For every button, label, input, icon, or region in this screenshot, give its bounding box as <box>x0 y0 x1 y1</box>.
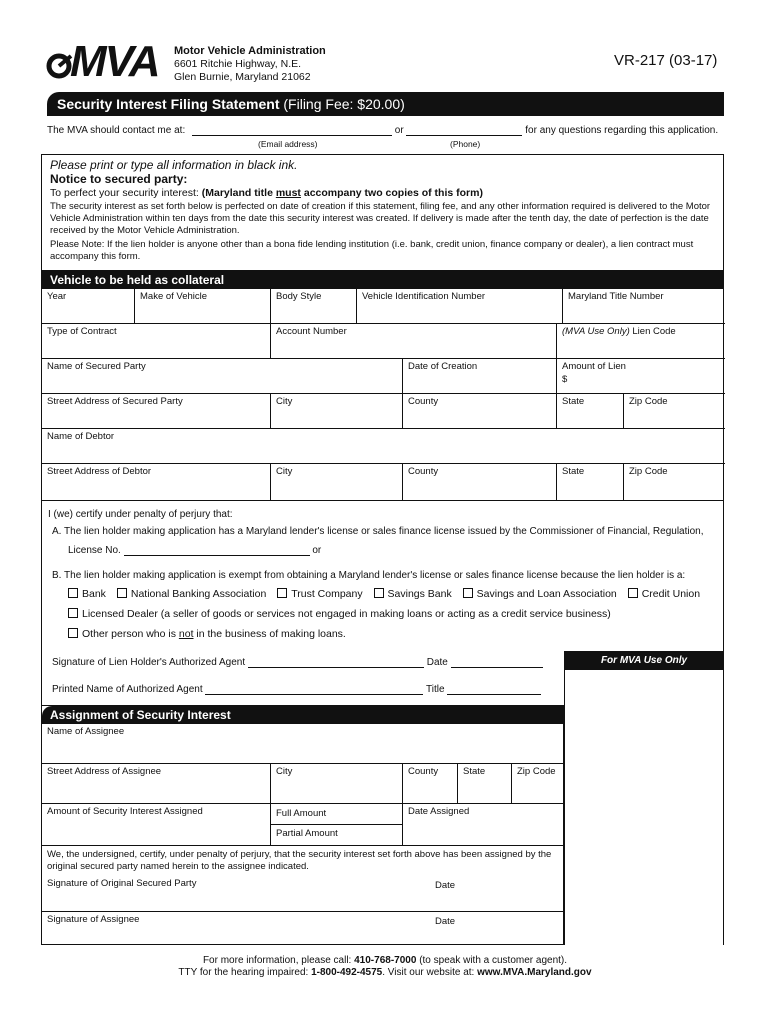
vehicle-row-5 <box>42 429 725 464</box>
footer <box>0 955 770 979</box>
lien-code-field <box>556 324 725 358</box>
assignee-city-field[interactable]: City <box>270 764 402 803</box>
assignee-row-5 <box>42 912 563 944</box>
title-number-field[interactable]: Maryland Title Number <box>562 289 725 323</box>
vehicle-row-6 <box>42 464 725 500</box>
form-title: Security Interest Filing Statement <box>57 96 280 112</box>
form-number: VR-217 (03-17) <box>614 52 718 69</box>
assignee-row-4 <box>42 876 563 912</box>
mva-logo-text: MVA <box>70 37 159 86</box>
lien-date-label: Date <box>426 657 448 668</box>
printed-name-label: Printed Name of Authorized Agent <box>52 684 203 695</box>
option-dealer[interactable] <box>68 608 611 620</box>
lien-signature-line <box>52 657 543 668</box>
lien-date-field[interactable] <box>451 667 543 668</box>
option-trust-company[interactable] <box>277 588 362 600</box>
option-savings-bank[interactable] <box>374 588 452 600</box>
footer-info-suffix: (to speak with a customer agent). <box>419 955 568 966</box>
assignment-section-title: Assignment of Security Interest <box>42 706 563 724</box>
secured-county-field[interactable]: County <box>402 394 556 428</box>
perfect-bold-a: (Maryland title <box>201 187 273 199</box>
debtor-state-field[interactable]: State <box>556 464 623 500</box>
partial-amount-field[interactable]: Partial Amount <box>276 828 338 839</box>
contact-suffix: for any questions regarding this application. <box>525 125 719 136</box>
amount-assigned-label: Amount of Security Interest Assigned <box>47 806 203 817</box>
secured-state-field[interactable]: State <box>556 394 623 428</box>
option-national-bank[interactable] <box>117 588 266 600</box>
debtor-name-field[interactable]: Name of Debtor <box>47 431 115 442</box>
assignee-row-3 <box>42 804 563 846</box>
perfect-must: must <box>275 187 301 199</box>
contact-line <box>47 125 718 136</box>
dollar-sign: $ <box>562 374 568 385</box>
mva-use-only-box <box>564 651 724 945</box>
email-caption: (Email address) <box>258 139 318 149</box>
date-assigned-field[interactable]: Date Assigned <box>402 804 563 845</box>
perfection-paragraph: The security interest as set forth below is perfected on date of creation if this statement, filing fee, and any other information required is delivered to the Motor Vehicle Administration within ten days from the date this security interest was created. If delivery is made after the tenth day, the date of perfection is the date received by the Motor Vehicle Administration. <box>50 201 711 236</box>
perfect-bold-b: accompany two copies of this form) <box>303 187 483 199</box>
amount-options <box>270 804 402 845</box>
option-credit-union[interactable] <box>628 588 700 600</box>
footer-info-line <box>0 955 770 967</box>
amount-lien-field[interactable] <box>556 359 725 393</box>
form-title-bar <box>47 92 724 116</box>
assignment-certify-text: We, the undersigned, certify, under penalty of perjury, that the security interest set forth above has been assigned by the original secured party named herein to the assignee indicated. <box>47 849 552 872</box>
filing-fee: (Filing Fee: $20.00) <box>283 96 405 112</box>
account-number-field[interactable]: Account Number <box>270 324 556 358</box>
year-field[interactable]: Year <box>47 291 67 302</box>
footer-phone[interactable]: 410-768-7000 <box>354 955 417 966</box>
debtor-county-field[interactable]: County <box>402 464 556 500</box>
agency-address-1: 6601 Ritchie Highway, N.E. <box>174 58 302 70</box>
vehicle-row-3 <box>42 359 725 394</box>
footer-tty-prefix: TTY for the hearing impaired: <box>178 967 309 978</box>
option-bank[interactable] <box>68 588 106 600</box>
option-other[interactable] <box>68 628 346 640</box>
assignee-signature-field[interactable]: Signature of Assignee <box>47 914 140 925</box>
body-style-field[interactable]: Body Style <box>270 289 356 323</box>
debtor-street-field[interactable]: Street Address of Debtor <box>47 466 152 477</box>
assignee-county-field[interactable]: County <box>402 764 457 803</box>
national-bank-checkbox[interactable] <box>117 588 127 598</box>
credit-union-checkbox[interactable] <box>628 588 638 598</box>
lien-code-label: Lien Code <box>632 326 676 337</box>
bank-label: Bank <box>82 588 106 600</box>
assignee-row-2 <box>42 764 563 804</box>
debtor-city-field[interactable]: City <box>270 464 402 500</box>
savings-loan-label: Savings and Loan Association <box>476 588 617 600</box>
savings-bank-label: Savings Bank <box>387 588 452 600</box>
option-a-text: A. The lien holder making application has a Maryland lender's license or sales finance license issued by the Commissioner of Financial, Regulation, <box>52 526 704 537</box>
secured-city-field[interactable]: City <box>270 394 402 428</box>
footer-tty-line <box>0 967 770 979</box>
agency-block <box>174 45 326 84</box>
perfect-prefix: To perfect your security interest: <box>50 187 199 199</box>
agency-address-2: Glen Burnie, Maryland 21062 <box>174 71 311 83</box>
secured-street-field[interactable]: Street Address of Secured Party <box>47 396 183 407</box>
secured-party-name-field[interactable]: Name of Secured Party <box>47 361 146 372</box>
original-party-signature-field[interactable]: Signature of Original Secured Party <box>47 878 197 889</box>
vehicle-section-title: Vehicle to be held as collateral <box>42 271 723 289</box>
assignment-date-2[interactable]: Date <box>435 916 456 927</box>
savings-loan-checkbox[interactable] <box>463 588 473 598</box>
footer-website-link[interactable]: www.MVA.Maryland.gov <box>477 967 592 978</box>
bank-checkbox[interactable] <box>68 588 78 598</box>
perfect-line <box>50 187 715 199</box>
notice-box <box>41 154 724 271</box>
date-creation-field[interactable]: Date of Creation <box>402 359 556 393</box>
other-label-b: in the business of making loans. <box>196 628 346 640</box>
full-amount-field[interactable]: Full Amount <box>271 804 402 825</box>
license-label: License No. <box>68 545 121 556</box>
footer-tty[interactable]: 1-800-492-4575 <box>311 967 383 978</box>
vehicle-section <box>41 271 724 501</box>
amount-lien-label: Amount of Lien <box>562 361 626 372</box>
dealer-label: Licensed Dealer (a seller of goods or services not engaged in making loans or acting as a credit service business) <box>82 608 611 620</box>
contract-type-field[interactable]: Type of Contract <box>47 326 117 337</box>
ink-instruction: Please print or type all information in black ink. <box>50 158 298 172</box>
contact-or: or <box>394 125 404 136</box>
lien-note-paragraph: Please Note: If the lien holder is anyone other than a bona fide lending institution (i.e. bank, credit union, finance company or dealer), a lien contract must accompany this form. <box>50 239 694 262</box>
agent-title-label: Title <box>426 684 445 695</box>
lien-code-note: (MVA Use Only) <box>562 326 630 337</box>
assignment-section <box>41 705 564 945</box>
footer-web-prefix: . Visit our website at: <box>382 967 475 978</box>
license-or: or <box>312 545 322 556</box>
vehicle-row-1 <box>42 289 725 324</box>
assignee-row-1 <box>42 724 563 764</box>
notice-heading: Notice to secured party: <box>50 172 188 186</box>
vehicle-row-4 <box>42 394 725 429</box>
other-checkbox[interactable] <box>68 628 78 638</box>
lien-signature-field[interactable] <box>248 667 424 668</box>
other-not: not <box>178 628 194 640</box>
trust-company-label: Trust Company <box>291 588 363 600</box>
email-field[interactable] <box>192 135 392 136</box>
agent-title-field[interactable] <box>447 694 541 695</box>
lender-type-options <box>68 588 700 600</box>
dealer-checkbox[interactable] <box>68 608 78 618</box>
trust-company-checkbox[interactable] <box>277 588 287 598</box>
secured-zip-field[interactable]: Zip Code <box>623 394 725 428</box>
option-savings-loan[interactable] <box>463 588 617 600</box>
printed-name-line <box>52 684 541 695</box>
debtor-zip-field[interactable]: Zip Code <box>623 464 725 500</box>
contact-prefix: The MVA should contact me at: <box>47 125 186 136</box>
agency-name: Motor Vehicle Administration <box>174 45 326 57</box>
footer-info-prefix: For more information, please call: <box>202 955 352 966</box>
other-label-a: Other person who is <box>82 628 176 640</box>
vehicle-row-2 <box>42 324 725 359</box>
vin-field[interactable]: Vehicle Identification Number <box>356 289 562 323</box>
certify-intro: I (we) certify under penalty of perjury that: <box>48 509 233 520</box>
assignee-zip-field[interactable]: Zip Code <box>511 764 563 803</box>
assignee-street-field[interactable]: Street Address of Assignee <box>47 766 162 777</box>
national-bank-label: National Banking Association <box>130 588 267 600</box>
make-field[interactable]: Make of Vehicle <box>134 289 270 323</box>
printed-name-field[interactable] <box>205 694 423 695</box>
lien-signature-label: Signature of Lien Holder's Authorized Agent <box>52 657 246 668</box>
phone-field[interactable] <box>406 135 522 136</box>
assignment-date-1[interactable]: Date <box>435 880 456 891</box>
option-b-text: B. The lien holder making application is exempt from obtaining a Maryland lender's license or sales finance license because the lien holder is a: <box>52 570 686 581</box>
phone-caption: (Phone) <box>450 139 481 149</box>
credit-union-label: Credit Union <box>641 588 701 600</box>
mva-use-only-label: For MVA Use Only <box>565 652 723 670</box>
assignee-state-field[interactable]: State <box>457 764 511 803</box>
savings-bank-checkbox[interactable] <box>374 588 384 598</box>
license-line <box>68 545 321 556</box>
assignee-name-field[interactable]: Name of Assignee <box>47 726 125 737</box>
license-number-field[interactable] <box>124 555 310 556</box>
